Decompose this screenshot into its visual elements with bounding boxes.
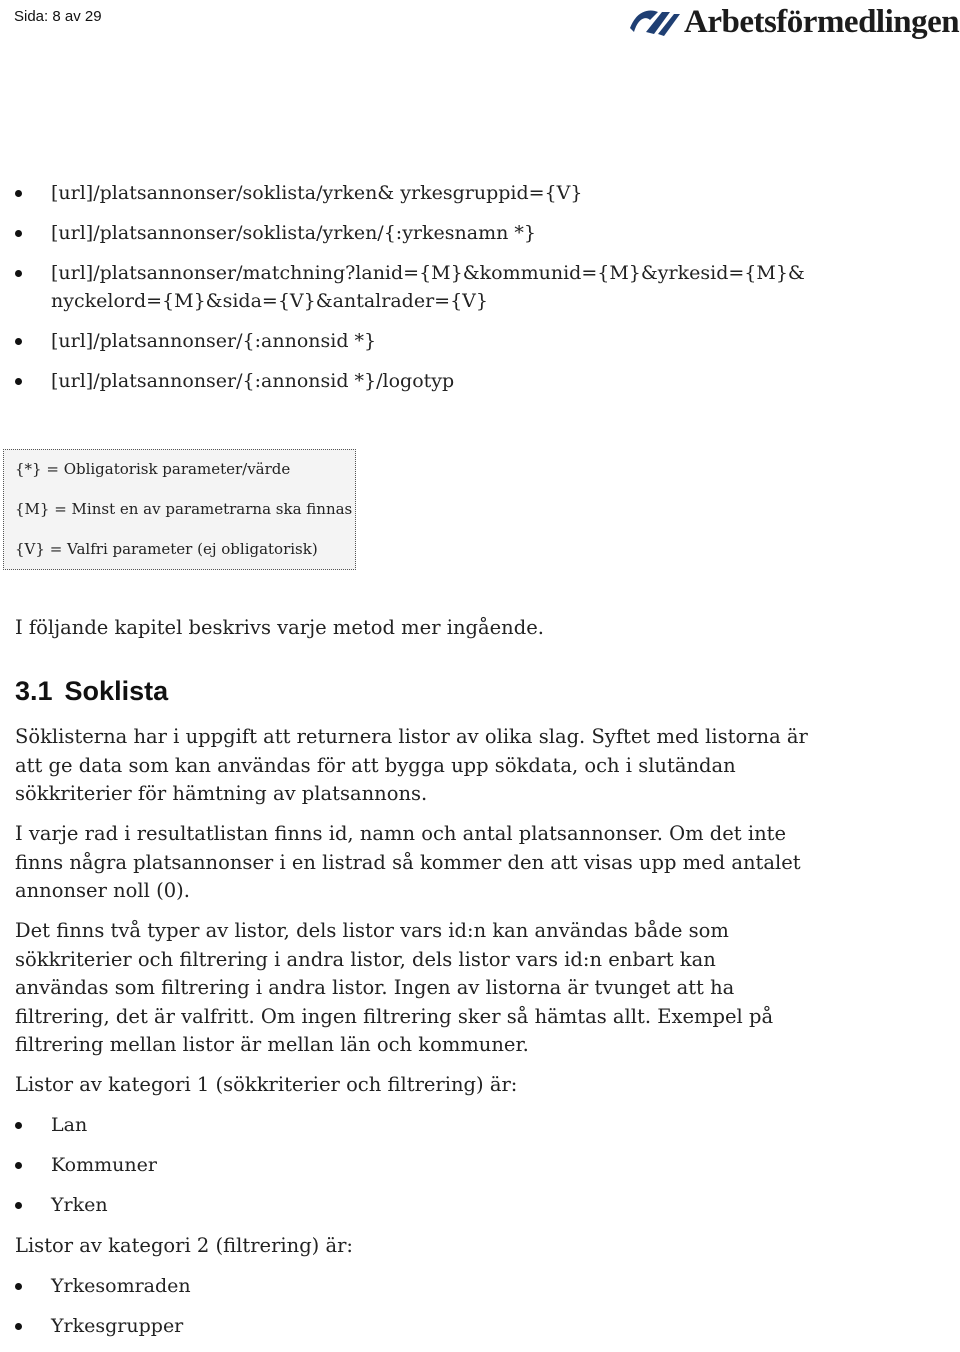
list-item	[0, 219, 900, 247]
list-item	[0, 1272, 191, 1300]
list-item	[0, 367, 900, 395]
arbetsformedlingen-logo	[628, 4, 958, 50]
url-text: [url]/platsannonser/{:annonsid *}	[51, 330, 377, 352]
bullet-icon	[15, 338, 22, 345]
list-item	[0, 1151, 157, 1179]
list-item	[0, 179, 900, 207]
bullet-icon	[15, 1202, 22, 1209]
category2-intro: Listor av kategori 2 (filtrering) är:	[15, 1234, 354, 1257]
legend-row-minimum: {M} = Minst en av parametrarna ska finnas	[15, 500, 353, 518]
page-number: Sida: 8 av 29	[14, 8, 102, 25]
logo-mark-icon	[628, 6, 682, 40]
list-item-label: Yrkesgrupper	[51, 1315, 184, 1337]
list-item	[0, 1191, 157, 1219]
url-text: nyckelord={M}&sida={V}&antalrader={V}	[51, 290, 488, 312]
section-number: 3.1	[15, 676, 53, 706]
list-item	[0, 259, 900, 315]
url-list	[0, 179, 900, 407]
page-header	[0, 0, 960, 60]
list-item-label: Yrken	[51, 1194, 108, 1216]
section-title: Soklista	[64, 676, 169, 706]
parameter-legend-box	[3, 449, 356, 570]
bullet-icon	[15, 378, 22, 385]
bullet-icon	[15, 230, 22, 237]
url-text: [url]/platsannonser/soklista/yrken& yrkesgruppid={V}	[51, 182, 583, 204]
url-text: [url]/platsannonser/matchning?lanid={M}&kommunid={M}&yrkesid={M}&	[51, 262, 805, 284]
logo-text: Arbetsförmedlingen	[684, 4, 960, 40]
list-item-label: Kommuner	[51, 1154, 157, 1176]
legend-row-required: {*} = Obligatorisk parameter/värde	[15, 460, 291, 478]
bullet-icon	[15, 270, 22, 277]
paragraph: I varje rad i resultatlistan finns id, namn och antal platsannonser. Om det inte finns några platsannonser i en listrad så kommer den att visas upp med antalet annonser noll (0).	[15, 822, 801, 902]
list-item	[0, 1111, 157, 1139]
list-item	[0, 327, 900, 355]
intro-paragraph: I följande kapitel beskrivs varje metod mer ingående.	[15, 616, 544, 639]
url-text: [url]/platsannonser/{:annonsid *}/logotyp	[51, 370, 455, 392]
list-item-label: Lan	[51, 1114, 88, 1136]
category2-list	[0, 1272, 191, 1352]
category1-intro: Listor av kategori 1 (sökkriterier och filtrering) är:	[15, 1073, 518, 1096]
bullet-icon	[15, 1323, 22, 1330]
url-text: [url]/platsannonser/soklista/yrken/{:yrkesnamn *}	[51, 222, 536, 244]
paragraph: Söklisterna har i uppgift att returnera listor av olika slag. Syftet med listorna är att ge data som kan användas för att bygga upp sökdata, och i slutändan sökkriterier för hämtning av platsannons.	[15, 725, 808, 805]
bullet-icon	[15, 190, 22, 197]
bullet-icon	[15, 1283, 22, 1290]
paragraph: Det finns två typer av listor, dels listor vars id:n kan användas både som sökkriterier och filtrering i andra listor, dels listor vars id:n enbart kan användas som filtrering i andra listor. Ingen av listorna är tvunget att ha filtrering, det är valfritt. Om ingen filtrering sker så hämtas allt. Exempel på filtrering mellan listor är mellan län och kommuner.	[15, 919, 774, 1056]
bullet-icon	[15, 1122, 22, 1129]
list-item-label: Yrkesomraden	[51, 1275, 191, 1297]
legend-row-optional: {V} = Valfri parameter (ej obligatorisk)	[15, 540, 318, 558]
section-heading	[15, 676, 168, 707]
category1-list	[0, 1111, 157, 1231]
bullet-icon	[15, 1162, 22, 1169]
list-item	[0, 1312, 191, 1340]
